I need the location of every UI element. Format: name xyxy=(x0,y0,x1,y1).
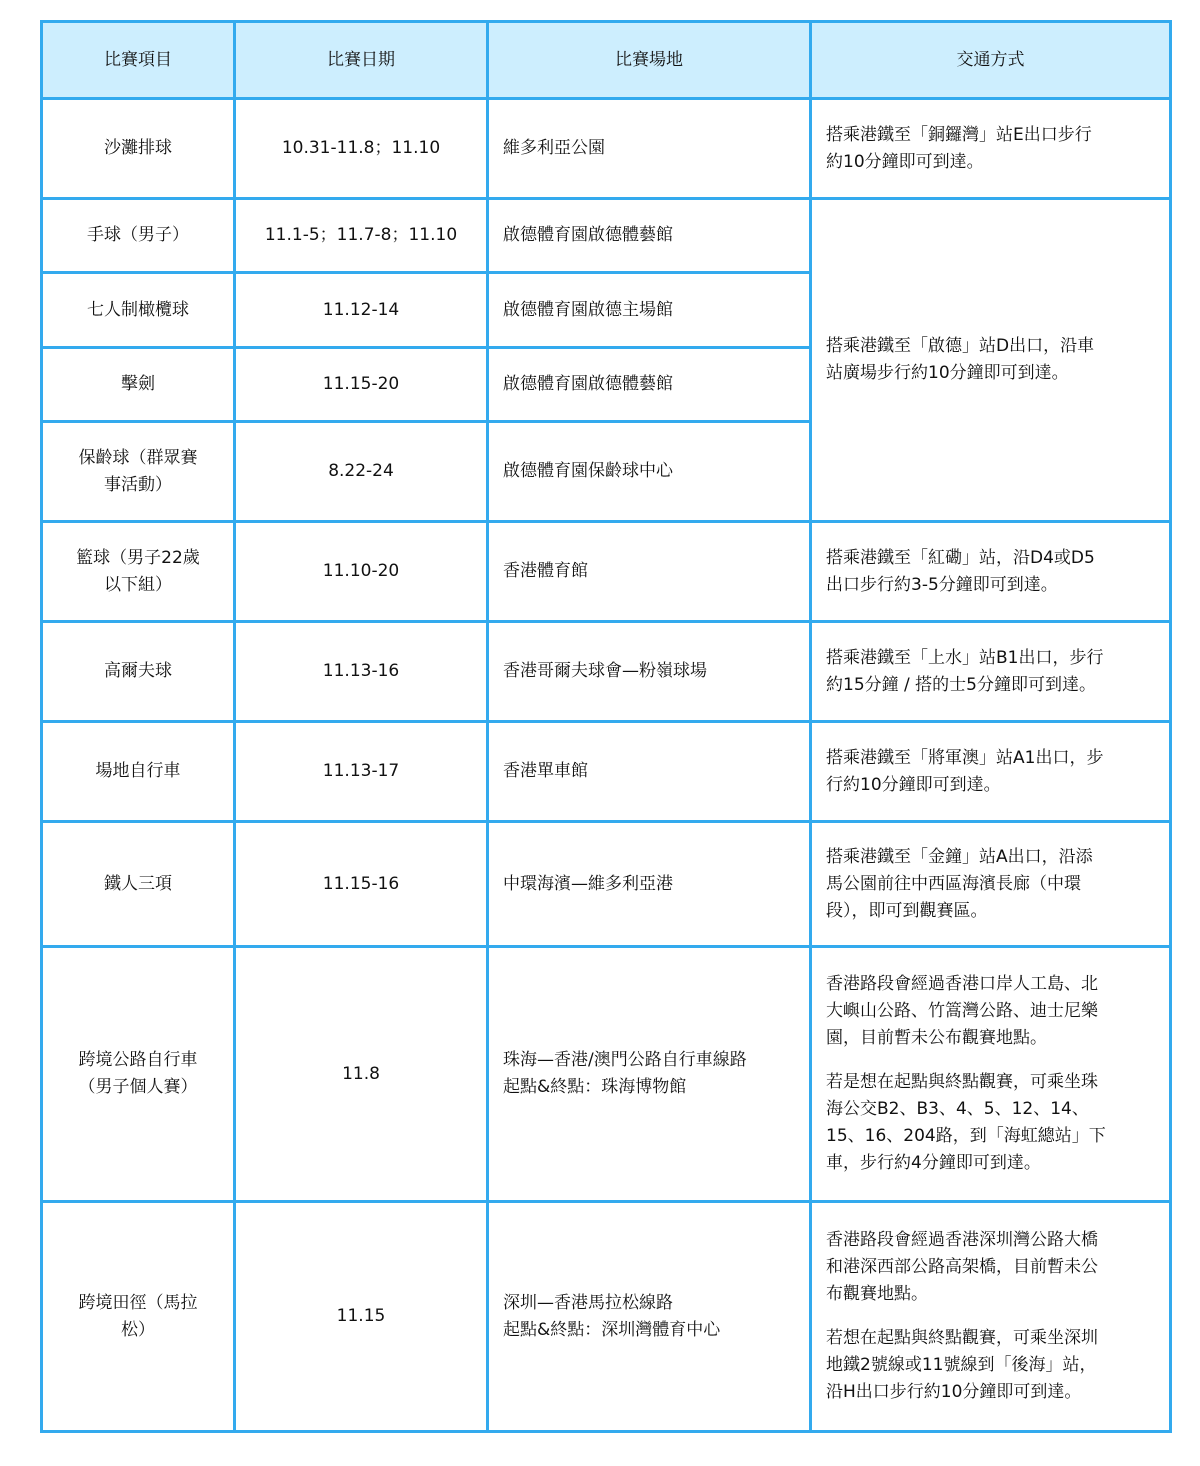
table-row xyxy=(42,199,1171,273)
venue-cell: 香港體育館 xyxy=(488,522,811,622)
header-row xyxy=(42,22,1171,99)
date-cell: 11.15 xyxy=(235,1202,488,1432)
event-cell: 保齡球（群眾賽 事活動） xyxy=(42,422,235,522)
table-row xyxy=(42,622,1171,722)
event-cell: 沙灘排球 xyxy=(42,99,235,199)
transit-cell: 搭乘港鐵至「金鐘」站A出口，沿添 馬公園前往中西區海濱長廊（中環 段），即可到觀賽區。 xyxy=(811,822,1171,947)
event-cell: 場地自行車 xyxy=(42,722,235,822)
table-row xyxy=(42,722,1171,822)
venue-cell: 啟德體育園啟德主場館 xyxy=(488,273,811,348)
header-date: 比賽日期 xyxy=(235,22,488,99)
transit-paragraph-start-finish: 若想在起點與終點觀賽，可乘坐深圳 地鐵2號線或11號線到「後海」站， 沿H出口步行約10分鐘即可到達。 xyxy=(826,1328,1098,1402)
date-cell: 11.10-20 xyxy=(235,522,488,622)
date-cell: 11.8 xyxy=(235,947,488,1202)
venue-cell: 啟德體育園保齡球中心 xyxy=(488,422,811,522)
transit-paragraph-route: 香港路段會經過香港口岸人工島、北 大嶼山公路、竹篙灣公路、迪士尼樂 園，目前暫未公布觀賽地點。 xyxy=(826,974,1098,1048)
venue-cell: 香港哥爾夫球會—粉嶺球場 xyxy=(488,622,811,722)
date-cell: 8.22-24 xyxy=(235,422,488,522)
table-row xyxy=(42,99,1171,199)
event-cell: 七人制橄欖球 xyxy=(42,273,235,348)
event-cell: 鐵人三項 xyxy=(42,822,235,947)
venue-cell: 維多利亞公園 xyxy=(488,99,811,199)
event-cell: 手球（男子） xyxy=(42,199,235,273)
date-cell: 11.12-14 xyxy=(235,273,488,348)
venue-cell: 深圳—香港馬拉松線路 起點&終點：深圳灣體育中心 xyxy=(488,1202,811,1432)
schedule-table-wrapper xyxy=(40,20,1172,1433)
date-cell: 11.13-17 xyxy=(235,722,488,822)
transit-cell: 搭乘港鐵至「將軍澳」站A1出口，步 行約10分鐘即可到達。 xyxy=(811,722,1171,822)
event-cell: 擊劍 xyxy=(42,348,235,422)
event-cell: 籃球（男子22歲 以下組） xyxy=(42,522,235,622)
transit-cell xyxy=(811,947,1171,1202)
date-cell: 11.15-20 xyxy=(235,348,488,422)
transit-paragraph-route: 香港路段會經過香港深圳灣公路大橋 和港深西部公路高架橋，目前暫未公 布觀賽地點。 xyxy=(826,1230,1098,1304)
transit-cell-kai-tak: 搭乘港鐵至「啟德」站D出口，沿車 站廣場步行約10分鐘即可到達。 xyxy=(811,199,1171,522)
transit-paragraph-start-finish: 若是想在起點與終點觀賽，可乘坐珠 海公交B2、B3、4、5、12、14、 15、16、204路，到「海虹總站」下 車，步行約4分鐘即可到達。 xyxy=(826,1072,1106,1173)
transit-cell xyxy=(811,1202,1171,1432)
header-transit: 交通方式 xyxy=(811,22,1171,99)
table-row xyxy=(42,947,1171,1202)
table-row xyxy=(42,822,1171,947)
venue-cell: 中環海濱—維多利亞港 xyxy=(488,822,811,947)
schedule-table xyxy=(40,20,1172,1433)
date-cell: 11.13-16 xyxy=(235,622,488,722)
venue-cell: 香港單車館 xyxy=(488,722,811,822)
table-row xyxy=(42,522,1171,622)
header-venue: 比賽場地 xyxy=(488,22,811,99)
header-event: 比賽項目 xyxy=(42,22,235,99)
transit-cell: 搭乘港鐵至「上水」站B1出口，步行 約15分鐘 / 搭的士5分鐘即可到達。 xyxy=(811,622,1171,722)
venue-cell: 啟德體育園啟德體藝館 xyxy=(488,348,811,422)
date-cell: 11.1-5；11.7-8；11.10 xyxy=(235,199,488,273)
transit-cell: 搭乘港鐵至「紅磡」站，沿D4或D5 出口步行約3-5分鐘即可到達。 xyxy=(811,522,1171,622)
event-cell: 高爾夫球 xyxy=(42,622,235,722)
date-cell: 10.31-11.8；11.10 xyxy=(235,99,488,199)
table-row xyxy=(42,1202,1171,1432)
venue-cell: 啟德體育園啟德體藝館 xyxy=(488,199,811,273)
date-cell: 11.15-16 xyxy=(235,822,488,947)
venue-cell: 珠海—香港/澳門公路自行車線路 起點&終點：珠海博物館 xyxy=(488,947,811,1202)
event-cell: 跨境公路自行車 （男子個人賽） xyxy=(42,947,235,1202)
transit-cell: 搭乘港鐵至「銅鑼灣」站E出口步行 約10分鐘即可到達。 xyxy=(811,99,1171,199)
event-cell: 跨境田徑（馬拉 松） xyxy=(42,1202,235,1432)
